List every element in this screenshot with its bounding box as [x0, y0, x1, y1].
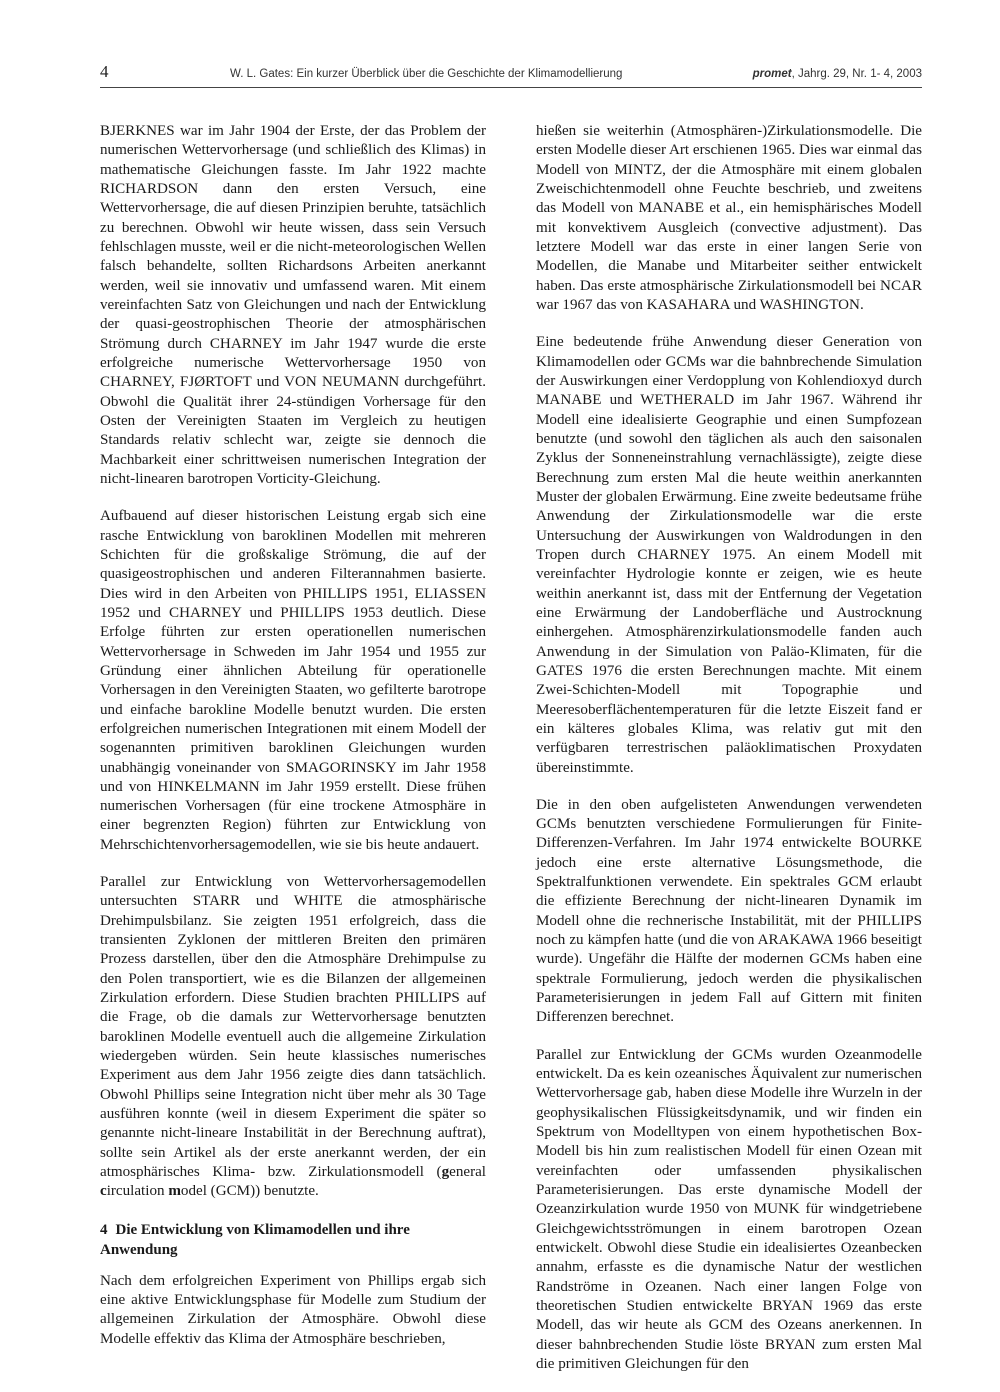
journal-volume: , Jahrg. 29, Nr. 1- 4, 2003: [791, 68, 922, 80]
paragraph-entwicklungsphase: Nach dem erfolgreichen Experiment von Phillips ergab sich eine aktive Entwicklungsphase für Modelle zum Studium der allgemeinen Zirkulation der Atmosphäre. Obwohl diese Modelle effektiv das Klima der Atmosphäre beschrieben,: [100, 1272, 486, 1347]
paragraph-drehimpulsbilanz: [100, 873, 486, 1202]
running-header: [100, 62, 922, 84]
paragraph-spektral-gcm: Die in den oben aufgelisteten Anwendungen verwendeten GCMs benutzten verschiedene Formulierungen für Finite-Differenzen-Verfahren. Im Jahr 1974 entwickelte BOURKE jedoch eine erste alternative Lösungsmethode, die Spektralfunktionen verwendete. Ein spektrales GCM erlaubt die effiziente Berechnung der nicht-linearen Dynamik im Modell ohne die rechnerische Instabilität, mit der PHILLIPS noch zu kämpfen hatte (und die von ARAKAWA 1966 beseitigt wurde). Ungefähr die Hälfte der modernen GCMs haben eine spektrale Formulierung, jedoch werden die physikalischen Parameterisierungen in jedem Fall auf Gittern mit finiten Differenzen berechnet.: [536, 796, 922, 1026]
section-heading: [100, 1220, 486, 1260]
left-column: [100, 122, 486, 1367]
gcm-word-part: eneral: [449, 1164, 486, 1181]
section-number: 4: [100, 1221, 108, 1238]
running-title: W. L. Gates: Ein kurzer Überblick über die Geschichte der Klimamodellierung: [230, 68, 623, 80]
gcm-letter-c: c: [100, 1183, 107, 1200]
paragraph-ozeanmodelle: Parallel zur Entwicklung der GCMs wurden Ozeanmodelle entwickelt. Da es kein ozeanisches Äquivalent zur numerischen Wettervorhersage gab, haben diese Modelle ihre Wurzeln in der geophysikalischen Flüssigkeitsdynamik, und wir finden ein Spektrum von Modelltypen von einem hypothetischen Box-Modell bis hin zum realistischen Modell für einen Ozean mit vereinfachten oder umfassenden physikalischen Parameterisierungen. Das erste dynamische Modell der Ozeanzirkulation wurde 1950 von MUNK für windgetriebene Gleichgewichtsströmungen in einem barotropen Ozean entwickelt. Obwohl diese Studie ein idealisiertes Ozeanbecken annahm, erfasste es die dynamische Natur der westlichen Randströme in Ozeanen. Nach einer langen Folge von theoretischen Studien entwickelte BRYAN 1969 das erste Modell, das wir heute als GCM des Ozeans anerkennen. In dieser bahnbrechenden Studie löste BRYAN zum ersten Mal die primitiven Gleichungen für den: [536, 1046, 922, 1373]
paragraph-text-end: odel (GCM)) benutzte.: [180, 1183, 319, 1200]
header-rule: [100, 87, 922, 88]
gcm-letter-m: m: [168, 1183, 181, 1200]
right-column: [536, 122, 922, 1392]
section-title: Die Entwicklung von Klimamodellen und ihre Anwendung: [100, 1221, 410, 1258]
gcm-word-part: irculation: [106, 1183, 169, 1200]
gcm-letter-g: g: [441, 1164, 450, 1181]
page-number: 4: [100, 62, 109, 81]
paragraph-text: Parallel zur Entwicklung von Wettervorhersagemodellen untersuchten STARR und WHITE die atmosphärische Drehimpulsbilanz. Sie zeigten 1951 erfolgreich, dass die transienten Zyklonen der mittleren Breiten den primären Prozess darstellen, über den die Atmosphäre Drehimpulse zu den Polen transportiert, wie es die Bilanzen der allgemeinen Zirkulation erfordern. Diese Studien brachten PHILLIPS auf die Frage, ob die damals zur Wettervorhersage benutzten baroklinen Modelle eventuell auch die allgemeine Zirkulation wiedergeben würden. Sein heute klassisches numerisches Experiment aus dem Jahr 1956 zeigte dies dann tatsächlich. Obwohl Phillips seine Integration nicht über mehr als 30 Tage ausführen konnte (weil in diesem Experiment die später so genannte nicht-lineare Instabilität in der Berechnung auftrat), sollte sein Artikel als der erste anerkannt werden, der ein atmosphärisches Klima- bzw. Zirkulationsmodell (: [100, 874, 486, 1181]
paragraph-barokline-modelle: Aufbauend auf dieser historischen Leistung ergab sich eine rasche Entwicklung von baroklinen Modellen mit mehreren Schichten für die großskalige Strömung, die auf der quasigeostrophischen und anderen Filterannahmen basierte. Dies wird in den Arbeiten von PHILLIPS 1951, ELIASSEN 1952 und CHARNEY und PHILLIPS 1953 deutlich. Diese Erfolge führten zur ersten operationellen numerischen Wettervorhersage in Schweden im Jahr 1954 und 1955 zur Gründung einer ähnlichen Abteilung für operationelle Vorhersagen in den Vereinigten Staaten, wo gefilterte barotrope und einfache barokline Modelle benutzt wurden. Die ersten erfolgreichen numerischen Integrationen mit einem Modell der sogenannten primitiven baroklinen Gleichungen wurden unabhängig voneinander von SMAGORINSKY im Jahr 1958 und von HINKELMANN im Jahr 1959 erstellt. Diese frühen numerischen Vorhersagen (für eine trockene Atmosphäre in einer begrenzten Region) führten zur Entwicklung von Mehrschichtenvorhersagemodellen, wie sie bis heute andauert.: [100, 508, 486, 853]
journal-info: [753, 68, 922, 80]
paragraph-kohlendioxyd: Eine bedeutende frühe Anwendung dieser Generation von Klimamodellen oder GCMs war die bahnbrechende Simulation der Auswirkungen einer Verdopplung von Kohlendioxyd durch MANABE und WETHERALD im Jahr 1967. Während ihr Modell eine idealisierte Geographie und einen Sumpfozean benutzte (und sowohl den täglichen als auch den saisonalen Zyklus der Sonneneinstrahlung vernachlässigte), zeigte diese Berechnung zum ersten Mal die heute weithin anerkannten Muster der globalen Erwärmung. Eine zweite bedeutsame frühe Anwendung der Zirkulationsmodelle war die erste Untersuchung der Auswirkungen von Waldrodungen in den Tropen durch CHARNEY 1975. An einem Modell mit vereinfachter Hydrologie konnte er zeigen, wie es heute weithin anerkannt ist, dass mit der Entfernung der Vegetation eine Erwärmung der Landoberfläche und Austrocknung einhergehen. Atmosphärenzirkulationsmodelle fanden auch Anwendung in der Simulation von Paläo-Klimaten, für die GATES 1976 die ersten Berechnungen machte. Mit einem Zwei-Schichten-Modell mit Topographie und Meeresoberflächentemperaturen für die letzte Eiszeit fand er ein kälteres globales Klima, was relativ gut mit den verfügbaren terrestrischen paläoklimatischen Proxydaten übereinstimmte.: [536, 334, 922, 776]
paragraph-bjerknes: BJERKNES war im Jahr 1904 der Erste, der das Problem der numerischen Wettervorhersage (und schließlich des Klimas) in mathematische Gleichungen fasste. Im Jahr 1922 machte RICHARDSON dann den ersten Versuch, eine Wettervorhersage, die auf diesen Prinzipien beruhte, tatsächlich zu berechnen. Obwohl wir heute wissen, dass sein Versuch fehlschlagen musste, weil er die nicht-meteorologischen Wellen falsch behandelte, sollten Richardsons Arbeiten anerkannt werden, weil sie innovativ und umfassend waren. Mit einem vereinfachten Satz von Gleichungen und nach der Entwicklung der quasi-geostrophischen Theorie der atmosphärischen Strömung durch CHARNEY im Jahr 1947 wurde die erste erfolgreiche numerische Wettervorhersage 1950 von CHARNEY, FJØRTOFT und VON NEUMANN durchgeführt. Obwohl die Qualität ihrer 24-stündigen Vorhersage für den Osten der Vereinigten Staaten im Vergleich zu heutigen Standards relativ schlecht war, zeigte sie dennoch die Machbarkeit einer schrittweisen numerischen Integration der nicht-linearen barotropen Vorticity-Gleichung.: [100, 123, 486, 487]
paragraph-zirkulationsmodelle: hießen sie weiterhin (Atmosphären-)Zirkulationsmodelle. Die ersten Modelle dieser Art erschienen 1965. Dies war einmal das Modell von MINTZ, der die Atmosphäre mit einem globalen Zweischichtenmodell ohne Feuchte beschrieb, und zweitens das Modell von MANABE et al., ein hemisphärisches Modell mit konvektivem Ausgleich (convective adjustment). Das letztere Modell war das erste in einer langen Serie von Modellen, die Manabe und Mitarbeiter seither entwickelt haben. Das erste atmosphärische Zirkulationsmodell bei NCAR war 1967 das von KASAHARA und WASHINGTON.: [536, 123, 922, 313]
journal-brand: promet: [752, 68, 792, 80]
